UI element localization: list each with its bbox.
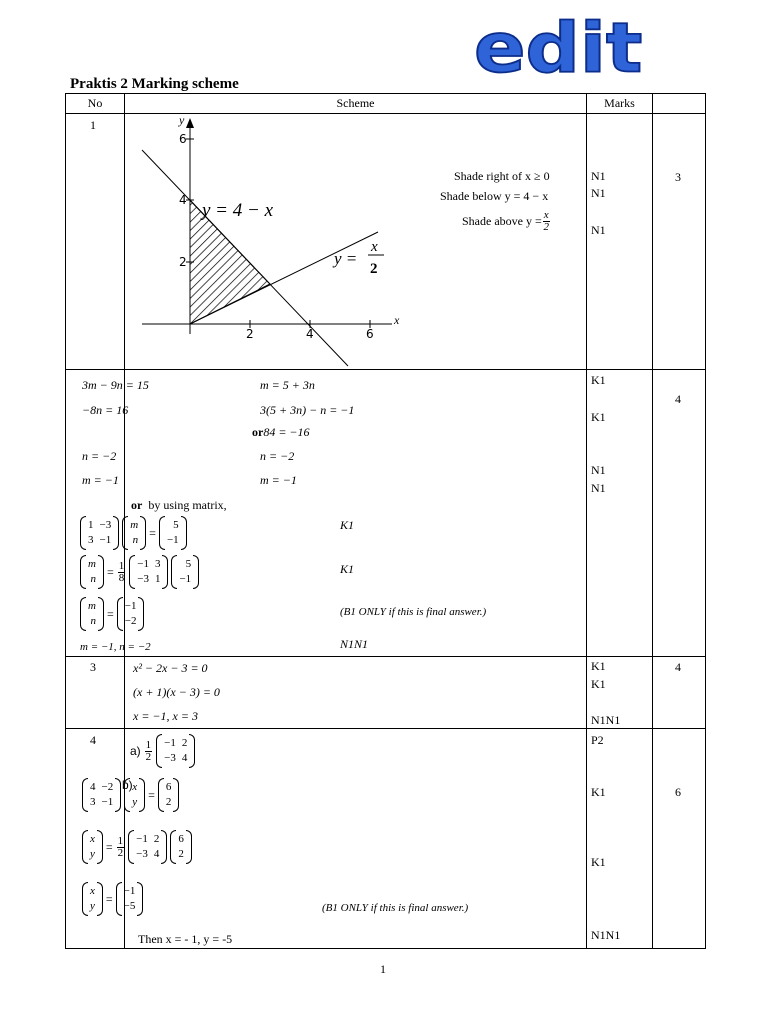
vector-xy: x y (82, 830, 103, 864)
q2-matrix-result (80, 597, 144, 631)
row4-number: 4 (90, 733, 96, 747)
q2-alt-line1: m = 5 + 3n (260, 378, 315, 392)
y-tick-label: 2 (179, 255, 187, 269)
mark-k1: K1 (591, 410, 606, 424)
result-vector: −1 −5 (116, 882, 144, 916)
page-number: 1 (380, 962, 386, 976)
q2-inverse-equation (80, 555, 199, 589)
line1-label: y = 4 − x (202, 200, 274, 221)
line2-frac-den: 2 (370, 261, 378, 277)
mark-k1: K1 (591, 373, 606, 387)
mark-n1: N1 (591, 463, 606, 477)
mark-n1n1: N1N1 (591, 713, 621, 727)
y-tick-label: 4 (179, 193, 187, 207)
equals-sign: = (106, 606, 114, 621)
shade-right-text: Shade right of x ≥ 0 (454, 169, 550, 183)
mark-k1-label: K1 (340, 562, 355, 576)
q2-alt-line3: 84 = −16 (263, 425, 310, 439)
header-total (653, 94, 706, 114)
row1-total: 3 (675, 170, 681, 184)
matrix-intro (131, 498, 227, 513)
inverse-matrix: −1 3 −3 1 (129, 555, 168, 589)
fraction-one-half: $\frac{1}{2}$ (145, 738, 152, 763)
equals-sign: = (106, 564, 114, 579)
row3-number: 3 (90, 660, 96, 674)
mark-n1n1: N1N1 (591, 928, 621, 942)
b1-note: (B1 ONLY if this is final answer.) (322, 902, 469, 914)
row2-total-cell (653, 370, 706, 657)
q4-part-a (130, 734, 195, 768)
part-a-label: a) (130, 744, 141, 758)
mark-k1: K1 (591, 785, 606, 799)
row3-total: 4 (675, 660, 681, 674)
equals-sign: = (149, 525, 156, 540)
vector-xy: x y (124, 778, 145, 812)
mark-k1: K1 (591, 855, 606, 869)
mark-k1: K1 (591, 677, 606, 691)
vector-rhs: 6 2 (170, 830, 192, 864)
y-axis-label: y (179, 113, 185, 127)
q2-alt-line2: 3(5 + 3n) − n = −1 (260, 403, 355, 417)
line2-label: y = (334, 249, 358, 268)
q2-alt-line4: n = −2 (260, 449, 295, 463)
row1-number: 1 (90, 118, 96, 132)
q3-line2: (x + 1)(x − 3) = 0 (133, 685, 220, 699)
n1n1-label: N1N1 (340, 637, 369, 651)
header-marks: Marks (587, 94, 653, 114)
q2-eq-line1: 3m − 9n = 15 (82, 378, 149, 392)
mark-n1: N1 (591, 223, 606, 237)
row1-total-cell (653, 114, 706, 370)
line-y-4-minus-x (142, 150, 348, 366)
q3-line3: x = −1, x = 3 (133, 709, 198, 723)
y-axis-arrow (186, 118, 194, 128)
equals-sign: = (105, 891, 113, 906)
mark-p2: P2 (591, 733, 604, 747)
inverse-matrix: −1 2 −3 4 (128, 830, 167, 864)
fraction-one-half: $\frac{1}{2}$ (117, 834, 124, 859)
q3-line1: x² − 2x − 3 = 0 (133, 661, 208, 675)
matrix-A: 1 −3 3 −1 (80, 516, 119, 550)
result-vector: −1 −2 (117, 597, 145, 631)
q2-eq-line4: m = −1 (82, 473, 119, 487)
fraction-one-eighth: $\frac{1}{8}$ (118, 559, 125, 584)
page-title: Praktis 2 Marking scheme (70, 76, 239, 92)
line2-frac-num: x (371, 239, 378, 255)
x-axis-label: x (394, 313, 400, 327)
shade-above-label: Shade above y = (462, 214, 542, 228)
equals-sign: = (105, 839, 113, 854)
inverse-matrix: −1 2 −3 4 (156, 734, 195, 768)
q2-or-line (252, 425, 310, 440)
q4-inverse-equation (82, 830, 192, 864)
vector-mn: m n (80, 597, 104, 631)
q2-eq-line3: n = −2 (82, 449, 117, 463)
mark-k1: K1 (591, 659, 606, 673)
edit-logo (470, 14, 688, 86)
b1-note: (B1 ONLY if this is final answer.) (340, 606, 487, 618)
row4-total: 6 (675, 785, 681, 799)
shade-above-text (462, 210, 551, 233)
x-tick-label: 4 (306, 327, 314, 341)
edit-logo-art (470, 14, 688, 86)
edit-logo-text: edit (474, 14, 643, 86)
q2-final-answer: m = −1, n = −2 (80, 641, 151, 653)
q2-eq-line2: −8n = 16 (82, 403, 129, 417)
vector-rhs: 5 −1 (159, 516, 187, 550)
x-tick-label: 2 (246, 327, 254, 341)
vector-mn: m n (80, 555, 104, 589)
part-b-label: b) (122, 778, 133, 792)
q2-matrix-equation (80, 516, 187, 550)
shade-above-fraction: $\frac{x}{2}$ (543, 209, 549, 233)
mark-k1-label: K1 (340, 518, 355, 532)
vector-rhs: 6 2 (158, 778, 180, 812)
q2-alt-line5: m = −1 (260, 473, 297, 487)
row2-total: 4 (675, 392, 681, 406)
q4-final-line: Then x = - 1, y = -5 (138, 932, 233, 946)
q4-matrix-result (82, 882, 143, 916)
row1-no-cell (66, 114, 125, 370)
vector-xy: x y (82, 882, 103, 916)
row4-marks-cell (587, 729, 653, 949)
header-scheme: Scheme (125, 94, 587, 114)
row1-marks-cell (587, 114, 653, 370)
header-no: No (66, 94, 125, 114)
row4-total-cell (653, 729, 706, 949)
or-word: or (131, 498, 143, 512)
vector-mn: m n (122, 516, 146, 550)
shade-below-text: Shade below y = 4 − x (440, 189, 549, 203)
mark-n1: N1 (591, 186, 606, 200)
x-tick-label: 6 (366, 327, 374, 341)
or-word: or (252, 425, 264, 439)
vector-rhs: 5 −1 (171, 555, 199, 589)
matrix-intro-text: by using matrix, (148, 498, 227, 512)
equals-sign: = (148, 787, 155, 802)
linear-graph (130, 112, 410, 374)
mark-n1: N1 (591, 481, 606, 495)
matrix-A: 4 −2 3 −1 (82, 778, 121, 812)
y-tick-label: 6 (179, 132, 187, 146)
mark-n1: N1 (591, 169, 606, 183)
